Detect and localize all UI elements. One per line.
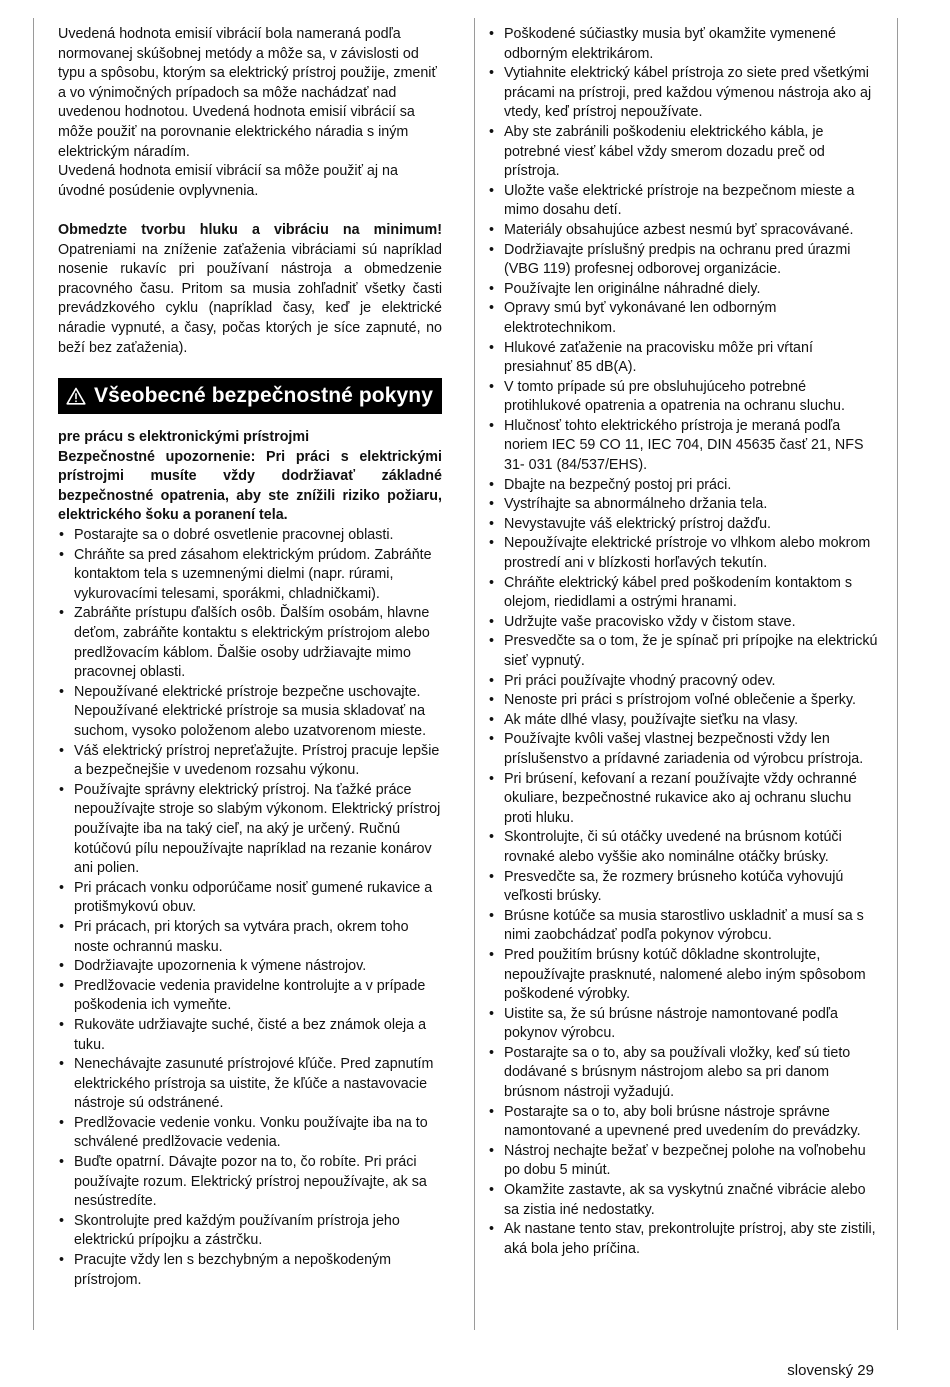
right-column xyxy=(488,25,880,1259)
safety-subheading: pre prácu s elektronickými prístrojmi xyxy=(58,429,310,446)
list-item: • Váš elektrický prístroj nepreťažujte. Prístroj pracuje lepšie a bezpečnejšie v uvedenom rozsahu výkonu. xyxy=(58,742,442,781)
list-item: • Pred použitím brúsny kotúč dôkladne skontrolujte, nepoužívajte prasknuté, nalomené alebo iným spôsobom poškodené výrobky. xyxy=(488,946,880,1005)
list-item: • Materiály obsahujúce azbest nesmú byť spracovávané. xyxy=(488,221,880,241)
list-item: • Brúsne kotúče sa musia starostlivo uskladniť a musí sa s nimi zaobchádzať podľa pokynov výrobcu. xyxy=(488,907,880,946)
noise-limit-paragraph xyxy=(58,221,442,358)
safety-warning-paragraph: Bezpečnostné upozornenie: Pri práci s elektrickými prístrojmi musíte vždy dodržiavať základné bezpečnostné opatrenia, aby ste znížili riziko požiaru, elektrického šoku a poranení tela. xyxy=(58,448,442,524)
list-item: • Dodržiavajte príslušný predpis na ochranu pred úrazmi (VBG 119) profesnej odborovej organizácie. xyxy=(488,241,880,280)
page-footer: slovenský 29 xyxy=(787,1362,874,1379)
list-item: • Používajte len originálne náhradné diely. xyxy=(488,280,880,300)
right-bullet-list xyxy=(488,25,880,1259)
safety-heading-text: Všeobecné bezpečnostné pokyny xyxy=(94,384,434,408)
list-item: • Rukoväte udržiavajte suché, čisté a bez známok oleja a tuku. xyxy=(58,1016,442,1055)
column-divider-rule xyxy=(474,18,475,1330)
list-item: • Hlukové zaťaženie na pracovisku môže pri vŕtaní presiahnuť 85 dB(A). xyxy=(488,339,880,378)
list-item: • Predlžovacie vedenie vonku. Vonku používajte iba na to schválené predlžovacie vedenia. xyxy=(58,1114,442,1153)
list-item: • Buďte opatrní. Dávajte pozor na to, čo robíte. Pri práci používajte rozum. Elektrický prístroj nepoužívajte, ak sa nesústredíte. xyxy=(58,1153,442,1212)
list-item: • Vystríhajte sa abnormálneho držania tela. xyxy=(488,495,880,515)
list-item: • Dbajte na bezpečný postoj pri práci. xyxy=(488,476,880,496)
list-item: • Dodržiavajte upozornenia k výmene nástrojov. xyxy=(58,957,442,977)
list-item: • Používajte správny elektrický prístroj. Na ťažké práce nepoužívajte stroje so slabým výkonom. Elektrický prístroj používajte iba na taký cieľ, na aký je určený. Ručnú kotúčovú pílu nepoužívajte napríklad na rezanie konárov ani polien. xyxy=(58,781,442,879)
list-item: • Skontrolujte pred každým používaním prístroja jeho elektrickú prípojku a zástrčku. xyxy=(58,1212,442,1251)
list-item: • Nepoužívané elektrické prístroje bezpečne uschovajte. Nepoužívané elektrické prístroje sa musia skladovať na suchom, vysoko položenom alebo uzatvorenom mieste. xyxy=(58,683,442,742)
list-item: • V tomto prípade sú pre obsluhujúceho potrebné protihlukové opatrenia a opatrenia na ochranu sluchu. xyxy=(488,378,880,417)
list-item: • Chráňte sa pred zásahom elektrickým prúdom. Zabráňte kontaktom tela s uzemnenými dielmi (napr. rúrami, vykurovacími telesami, sporákmi, chladničkami). xyxy=(58,546,442,605)
list-item: • Postarajte sa o to, aby sa používali vložky, keď sú tieto dodávané s brúsnym nástrojom alebo sa pri danom brúsnom nástroji vyžadujú. xyxy=(488,1044,880,1103)
list-item: • Poškodené súčiastky musia byť okamžite vymenené odborným elektrikárom. xyxy=(488,25,880,64)
right-margin-rule xyxy=(897,18,898,1330)
safety-heading xyxy=(58,378,442,414)
list-item: • Ak nastane tento stav, prekontrolujte prístroj, aby ste zistili, aká bola jeho príčina. xyxy=(488,1220,880,1259)
list-item: • Nástroj nechajte bežať v bezpečnej polohe na voľnobehu po dobu 5 minút. xyxy=(488,1142,880,1181)
list-item: • Pri brúsení, kefovaní a rezaní používajte vždy ochranné okuliare, bezpečnostné rukavice ako aj ochranu sluchu proti hluku. xyxy=(488,770,880,829)
list-item: • Chráňte elektrický kábel pred poškodením kontaktom s olejom, riedidlami a ostrými hranami. xyxy=(488,574,880,613)
list-item: • Pri práci používajte vhodný pracovný odev. xyxy=(488,672,880,692)
list-item: • Nepoužívajte elektrické prístroje vo vlhkom alebo mokrom prostredí ani v blízkosti horľavých tekutín. xyxy=(488,534,880,573)
list-item: • Nenoste pri práci s prístrojom voľné oblečenie a šperky. xyxy=(488,691,880,711)
list-item: • Uistite sa, že sú brúsne nástroje namontované podľa pokynov výrobcu. xyxy=(488,1005,880,1044)
list-item: • Presvedčte sa o tom, že je spínač pri prípojke na elektrickú sieť vypnutý. xyxy=(488,632,880,671)
list-item: • Presvedčte sa, že rozmery brúsneho kotúča vyhovujú veľkosti brúsky. xyxy=(488,868,880,907)
list-item: • Nevystavujte váš elektrický prístroj dažďu. xyxy=(488,515,880,535)
list-item: • Udržujte vaše pracovisko vždy v čistom stave. xyxy=(488,613,880,633)
list-item: • Postarajte sa o to, aby boli brúsne nástroje správne namontované a upevnené pred uvedením do prevádzky. xyxy=(488,1103,880,1142)
list-item: • Vytiahnite elektrický kábel prístroja zo siete pred všetkými prácami na prístroji, pred každou výmenou nástroja ako aj vtedy, keď prístroj nepoužívate. xyxy=(488,64,880,123)
list-item: • Zabráňte prístupu ďalších osôb. Ďalším osobám, hlavne deťom, zabráňte kontaktu s elektrickým prístrojom alebo predlžovacím káblom. Ďalšie osoby udržiavajte mimo pracovnej oblasti. xyxy=(58,604,442,682)
noise-limit-text: Opatreniami na zníženie zaťaženia vibráciami sú napríklad nosenie rukavíc pri používaní nástroja a obmedzenie pracovného času. Pritom sa musia zohľadniť všetky časti prevádzkového cyklu (napríklad časy, keď je elektrické náradie vypnuté, a časy, počas ktorých je síce zapnuté, no beží bez zaťaženia). xyxy=(58,241,442,356)
list-item: • Okamžite zastavte, ak sa vyskytnú značné vibrácie alebo sa zistia iné nedostatky. xyxy=(488,1181,880,1220)
list-item: • Aby ste zabránili poškodeniu elektrického kábla, je potrebné viesť kábel vždy smerom dozadu preč od prístroja. xyxy=(488,123,880,182)
list-item: • Používajte kvôli vašej vlastnej bezpečnosti vždy len príslušenstvo a prídavné zariadenia od výrobcu prístroja. xyxy=(488,730,880,769)
left-margin-rule xyxy=(33,18,34,1330)
list-item: • Nenechávajte zasunuté prístrojové kľúče. Pred zapnutím elektrického prístroja sa uistite, že kľúče a nastavovacie nástroje sú odstránené. xyxy=(58,1055,442,1114)
noise-limit-bold: Obmedzte tvorbu hluku a vibráciu na minimum! xyxy=(58,221,442,238)
list-item: • Opravy smú byť vykonávané len odborným elektrotechnikom. xyxy=(488,299,880,338)
left-column xyxy=(58,25,442,1290)
list-item: • Uložte vaše elektrické prístroje na bezpečnom mieste a mimo dosahu detí. xyxy=(488,182,880,221)
list-item: • Skontrolujte, či sú otáčky uvedené na brúsnom kotúči rovnaké alebo vyššie ako nominálne otáčky brúsky. xyxy=(488,828,880,867)
warning-triangle-icon xyxy=(66,387,86,405)
list-item: • Pracujte vždy len s bezchybným a nepoškodeným prístrojom. xyxy=(58,1251,442,1290)
vibration-usage-paragraph: Uvedená hodnota emisií vibrácií sa môže použiť aj na úvodné posúdenie ovplyvnenia. xyxy=(58,163,398,199)
list-item: • Predlžovacie vedenia pravidelne kontrolujte a v prípade poškodenia ich vymeňte. xyxy=(58,977,442,1016)
list-item: • Postarajte sa o dobré osvetlenie pracovnej oblasti. xyxy=(58,526,442,546)
list-item: • Ak máte dlhé vlasy, používajte sieťku na vlasy. xyxy=(488,711,880,731)
list-item: • Pri prácach vonku odporúčame nosiť gumené rukavice a protišmykovú obuv. xyxy=(58,879,442,918)
list-item: • Pri prácach, pri ktorých sa vytvára prach, okrem toho noste ochrannú masku. xyxy=(58,918,442,957)
list-item: • Hlučnosť tohto elektrického prístroja je meraná podľa noriem IEC 59 CO 11, IEC 704, DIN 45635 časť 21, NFS 31- 031 (84/537/EHS). xyxy=(488,417,880,476)
left-bullet-list xyxy=(58,526,442,1290)
vibration-intro-paragraph: Uvedená hodnota emisií vibrácií bola nameraná podľa normovanej skúšobnej metódy a môže sa, v závislosti od typu a spôsobu, ktorým sa elektrický prístroj použije, zmeniť a vo výnimočných prípadoch sa môže nachádzať nad uvedenou hodnotou. Uvedená hodnota emisií vibrácií sa môže použiť na porovnanie elektrického náradia s iným elektrickým náradím. xyxy=(58,26,437,160)
